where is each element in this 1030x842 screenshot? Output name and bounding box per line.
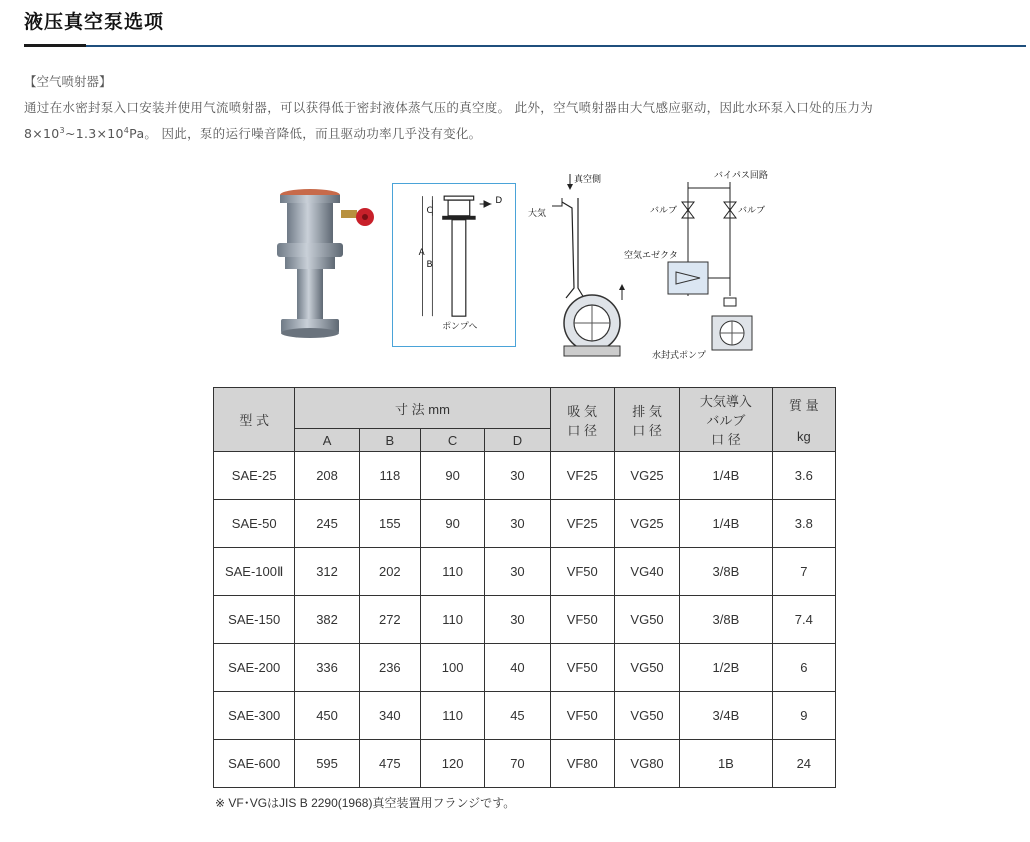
table-cell: VG50 [614, 596, 679, 644]
table-row [214, 500, 836, 548]
table-cell: 45 [485, 692, 550, 740]
table-cell: 450 [295, 692, 359, 740]
table-cell: SAE-25 [214, 452, 295, 500]
svg-text:バイパス回路: バイパス回路 [714, 171, 768, 181]
section-label: 【空气喷射器】 [24, 74, 112, 89]
table-cell: 3/8B [680, 548, 772, 596]
table-cell: 1/2B [680, 644, 772, 692]
svg-text:A: A [418, 248, 425, 259]
table-cell: 90 [420, 500, 484, 548]
svg-text:バルブ: バルブ [738, 206, 766, 216]
table-cell: 340 [359, 692, 420, 740]
table-cell: 24 [772, 740, 835, 788]
table-cell: 40 [485, 644, 550, 692]
svg-text:水封式ポンプ: 水封式ポンプ [652, 351, 707, 361]
footnote: ※ VF･VGはJIS B 2290(1968)真空装置用フランジです。 [215, 796, 516, 810]
intro-paragraph-line-2: $8\times 10^3\sim 1.3\times 10^4Pa$。 因此，泵的运行噪音降低，而且驱动功率几乎没有变化。 [24, 126, 482, 141]
table-cell: 9 [772, 692, 835, 740]
table-cell: 7 [772, 548, 835, 596]
svg-text:B: B [426, 259, 433, 270]
table-cell: 3/4B [680, 692, 772, 740]
table-cell: SAE-150 [214, 596, 295, 644]
header-dimensions: 寸 法 mm [295, 388, 550, 429]
table-cell: 30 [485, 500, 550, 548]
dimension-drawing [392, 183, 516, 347]
table-cell: 70 [485, 740, 550, 788]
table-cell: 3.8 [772, 500, 835, 548]
table-cell: 155 [359, 500, 420, 548]
table-cell: 202 [359, 548, 420, 596]
table-cell: 336 [295, 644, 359, 692]
svg-text:真空側: 真空側 [574, 175, 602, 185]
intro-paragraph-line-1: 通过在水密封泵入口安装并使用气流喷射器，可以获得低于密封液体蒸气压的真空度。 此外，空气喷射器由大气感应驱动，因此水环泵入口处的压力为 [24, 100, 874, 115]
table-row [214, 452, 836, 500]
table-cell: 312 [295, 548, 359, 596]
table-cell: VG50 [614, 692, 679, 740]
svg-text:D: D [495, 196, 503, 207]
table-cell: 30 [485, 548, 550, 596]
svg-text:空気エゼクタ: 空気エゼクタ [624, 251, 678, 261]
table-cell: 208 [295, 452, 359, 500]
table-cell: VF50 [550, 548, 614, 596]
svg-text:大気: 大気 [528, 209, 547, 219]
table-cell: 236 [359, 644, 420, 692]
header-dim-b: B [359, 429, 420, 452]
table-cell: 110 [420, 692, 484, 740]
table-cell: VG25 [614, 500, 679, 548]
table-row [214, 548, 836, 596]
table-cell: VG80 [614, 740, 679, 788]
svg-text:ポンプへ: ポンプへ [442, 321, 478, 332]
header-model: 型 式 [214, 388, 295, 452]
table-cell: VF50 [550, 692, 614, 740]
title-accent-bar [24, 44, 86, 47]
table-cell: SAE-200 [214, 644, 295, 692]
table-cell: VF50 [550, 596, 614, 644]
table-cell: VG50 [614, 644, 679, 692]
header-exhaust: 排 気 口 径 [614, 388, 679, 452]
piping-diagram [618, 166, 778, 362]
svg-text:バルブ: バルブ [650, 206, 678, 216]
table-cell: 3/8B [680, 596, 772, 644]
table-cell: 118 [359, 452, 420, 500]
table-cell: 382 [295, 596, 359, 644]
header-dim-d: D [485, 429, 550, 452]
table-cell: SAE-100Ⅱ [214, 548, 295, 596]
table-cell: 110 [420, 596, 484, 644]
svg-text:C: C [426, 205, 433, 216]
table-cell: SAE-300 [214, 692, 295, 740]
table-cell: 7.4 [772, 596, 835, 644]
table-cell: 90 [420, 452, 484, 500]
header-suction: 吸 気 口 径 [550, 388, 614, 452]
table-cell: 3.6 [772, 452, 835, 500]
table-cell: 120 [420, 740, 484, 788]
table-cell: 30 [485, 596, 550, 644]
table-row [214, 740, 836, 788]
title-divider [24, 45, 1026, 47]
table-cell: VG40 [614, 548, 679, 596]
table-cell: 6 [772, 644, 835, 692]
spec-table [213, 387, 836, 788]
table-row [214, 596, 836, 644]
table-cell: SAE-50 [214, 500, 295, 548]
table-cell: VF50 [550, 644, 614, 692]
table-cell: VF80 [550, 740, 614, 788]
page-title: 液压真空泵选项 [24, 11, 165, 33]
table-cell: VF25 [550, 500, 614, 548]
table-cell: 272 [359, 596, 420, 644]
header-dim-a: A [295, 429, 359, 452]
table-row [214, 692, 836, 740]
table-row [214, 644, 836, 692]
table-cell: 245 [295, 500, 359, 548]
header-weight: 質 量 kg [772, 388, 835, 452]
table-cell: 1/4B [680, 452, 772, 500]
table-cell: VG25 [614, 452, 679, 500]
table-cell: 110 [420, 548, 484, 596]
header-dim-c: C [420, 429, 484, 452]
table-cell: 595 [295, 740, 359, 788]
table-cell: 1/4B [680, 500, 772, 548]
table-cell: SAE-600 [214, 740, 295, 788]
table-cell: 30 [485, 452, 550, 500]
table-cell: 100 [420, 644, 484, 692]
table-cell: 475 [359, 740, 420, 788]
table-cell: VF25 [550, 452, 614, 500]
header-air-valve: 大気導入 バルブ 口 径 [680, 388, 772, 452]
table-cell: 1B [680, 740, 772, 788]
ejector-photo [275, 185, 375, 345]
